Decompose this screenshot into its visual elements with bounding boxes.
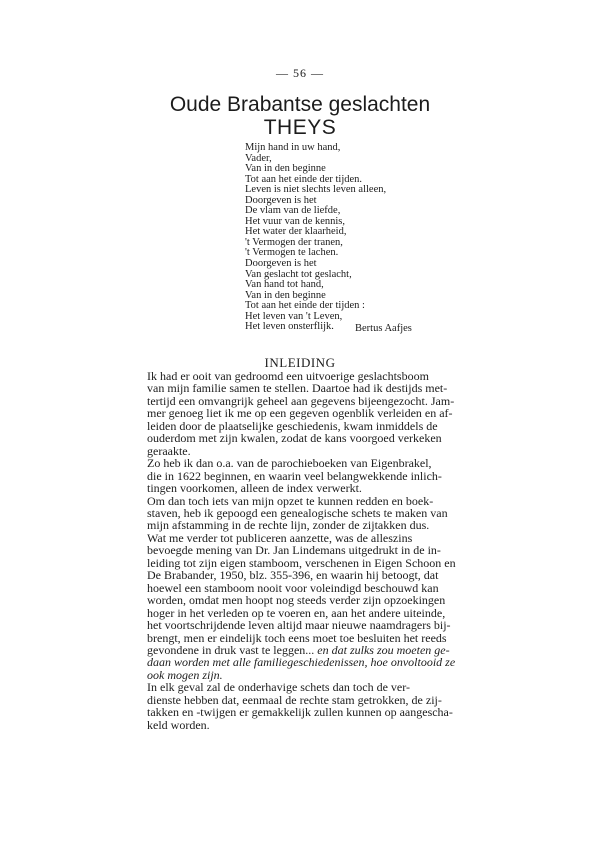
page-subtitle: THEYS: [263, 116, 337, 139]
text-line: hoewel een stamboom nooit voor voleindigd beschouwd kan: [147, 580, 439, 595]
text-line: mer genoeg liet ik me op een gegeven ogenblik verleiden en af-: [147, 406, 453, 421]
poem-line: 't Vermogen te lachen.: [245, 247, 339, 259]
text-line: mijn afstamming in de rechte lijn, zonder de zijtakken dus.: [147, 518, 430, 533]
italic-quote: ook mogen zijn.: [147, 667, 223, 682]
page-title: Oude Brabantse geslachten: [169, 93, 431, 116]
paragraph: [133, 495, 467, 532]
text-line: Wat me verder tot publiceren aanzette, was de alleszins: [147, 530, 413, 545]
italic-quote: en dat zulks zou moeten ge-: [317, 642, 450, 657]
text-line: leiding tot zijn eigen stamboom, verschenen in Eigen Schoon en: [147, 555, 456, 570]
poem-line: Tot aan het einde der tijden.: [245, 173, 363, 185]
body-text: [133, 370, 467, 731]
text-line: dienste hebben dat, eenmaal de rechte stam getrokken, de zij-: [147, 692, 442, 707]
text-line: keld worden.: [147, 717, 210, 732]
text-line: brengt, men er eindelijk toch eens moet toe besluiten het reeds: [147, 630, 447, 645]
text-line: die in 1622 beginnen, en waarin veel belangwekkende inlich-: [147, 468, 442, 483]
paragraph: [133, 370, 467, 457]
text-line: leiden door de plaatselijke geschiedenis, kwam inmiddels de: [147, 418, 438, 433]
text-line: In elk geval zal de onderhavige schets dan toch de ver-: [147, 680, 410, 695]
poem-line: Doorgeven is het: [245, 194, 317, 206]
poem-line: Het water der klaarheid,: [245, 226, 347, 238]
section-heading: INLEIDING: [264, 355, 336, 370]
text-line: gevondene in druk vast te leggen...: [147, 642, 315, 657]
poem-line: Van in den beginne: [245, 289, 326, 301]
poem-line: Het leven onsterflijk.: [245, 321, 334, 333]
poem-line: Leven is niet slechts leven alleen,: [245, 184, 387, 196]
poem-author: Bertus Aafjes: [355, 323, 412, 334]
text-line: tingen voorkomen, alleen de index verwerkt.: [147, 481, 362, 496]
poem-line: Het leven van 't Leven,: [245, 310, 343, 322]
text-line: ouderdom met zijn kwalen, zodat de kans voorgoed verkeken: [147, 431, 442, 446]
text-line: geraakte.: [147, 443, 191, 458]
italic-quote: daan worden met alle familiegeschiedenissen, hoe onvoltooid ze: [147, 655, 456, 670]
text-line: Zo heb ik dan o.a. van de parochieboeken van Eigenbrakel,: [147, 456, 432, 471]
poem-line: 't Vermogen der tranen,: [245, 236, 343, 248]
text-line: Om dan toch iets van mijn opzet te kunnen redden en boek-: [147, 493, 434, 508]
poem-line: Mijn hand in uw hand,: [245, 142, 341, 153]
text-line: staven, heb ik gepoogd een genealogische schets te maken van: [147, 505, 448, 520]
poem-line: De vlam van de liefde,: [245, 205, 341, 217]
paragraph: [133, 681, 467, 731]
text-line: Ik had er ooit van gedroomd een uitvoerige geslachtsboom: [147, 369, 429, 383]
poem-line: Van hand tot hand,: [245, 279, 324, 291]
poem-line: Tot aan het einde der tijden :: [245, 300, 365, 312]
poem-line: Vader,: [245, 152, 272, 164]
poem-line: Doorgeven is het: [245, 258, 317, 270]
text-line: het voortschrijdende leven altijd maar nieuwe naamdragers bij-: [147, 618, 451, 633]
page-number: — 56 —: [276, 66, 324, 80]
poem-line: Het vuur van de kennis,: [245, 215, 346, 227]
text-line: takken en -twijgen er gemakkelijk zullen kunnen op aangescha-: [147, 705, 453, 720]
paragraph: [133, 457, 467, 494]
poem-line: Van in den beginne: [245, 163, 326, 175]
text-line: bevoegde mening van Dr. Jan Lindemans uitgedrukt in de in-: [147, 543, 441, 558]
paragraph: [133, 532, 467, 681]
text-line: van mijn familie samen te stellen. Daartoe had ik destijds met-: [147, 381, 448, 396]
text-line: tertijd een omvangrijk geheel aan gegevens bijeengezocht. Jam-: [147, 393, 455, 408]
poem-line: Van geslacht tot geslacht,: [245, 268, 352, 280]
text-line: hoger in het verleden op te voeren en, aan het andere uiteinde,: [147, 605, 446, 620]
text-line: De Brabander, 1950, blz. 355-396, en waarin hij betoogt, dat: [147, 568, 439, 583]
text-line: worden, omdat men hoopt nog steeds verder zijn opzoekingen: [147, 593, 446, 608]
poem: [245, 143, 445, 333]
